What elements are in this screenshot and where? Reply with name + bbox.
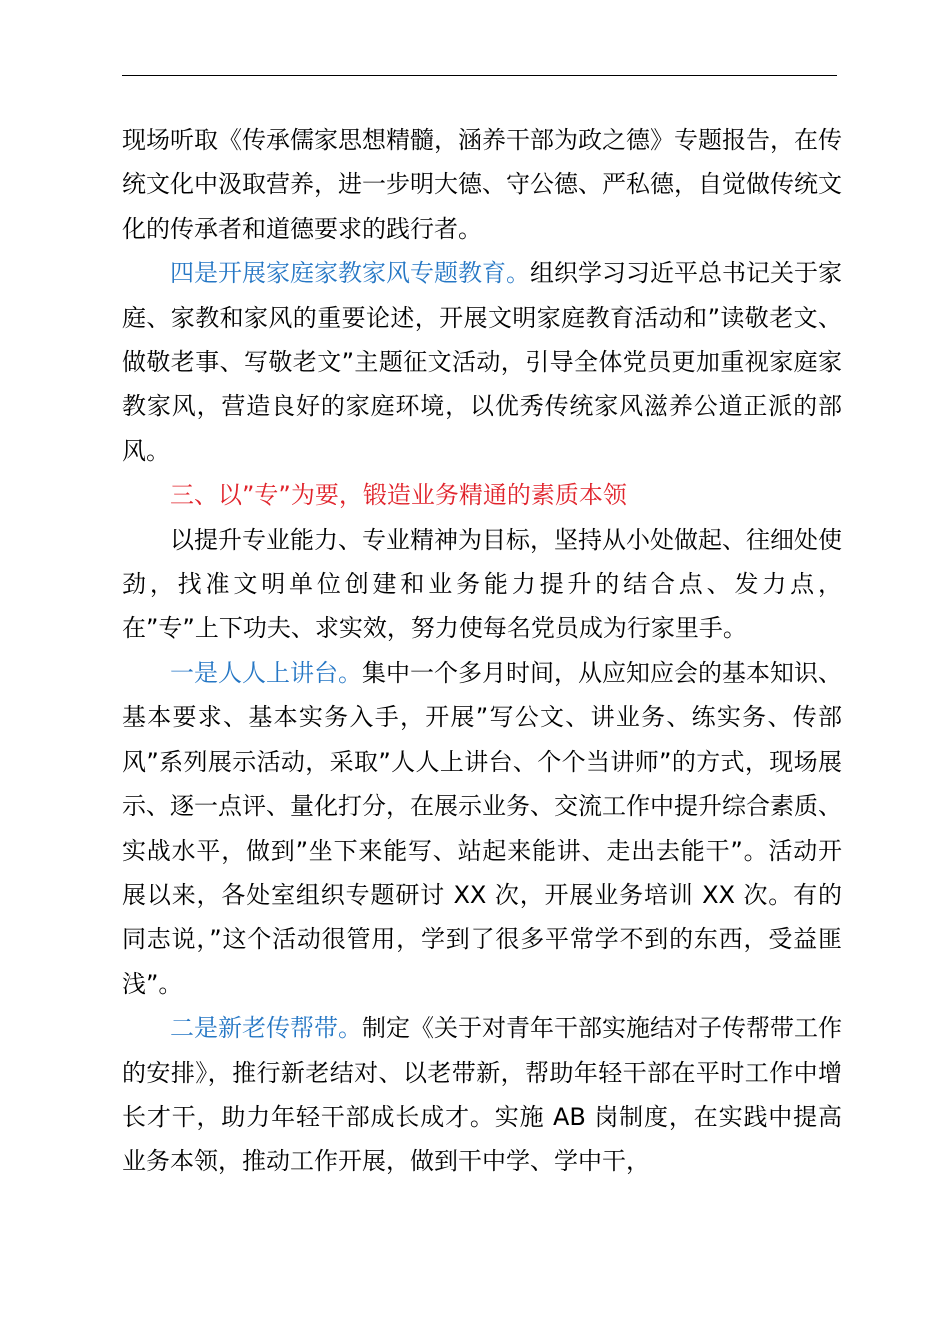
paragraph-text: 现场听取《传承儒家思想精髓，涵养干部为政之德》专题报告，在传统文化中汲取营养，进一步明大德、守公德、严私德，自觉做传统文化的传承者和道德要求的践行者。 [122, 126, 842, 243]
paragraph-mentoring [122, 1006, 842, 1184]
paragraph-text: 以提升专业能力、专业精神为目标，坚持从小处做起、往细处使劲，找准文明单位创建和业务能力提升的结合点、发力点，在”专”上下功夫、求实效，努力使每名党员成为行家里手。 [122, 525, 842, 643]
paragraph-text: 制定《关于对青年干部实施结对子传帮带工作的安排》，推行新老结对、以老带新，帮助年轻干部在平时工作中增长才干，助力年轻干部成长成才。实施 AB 岗制度，在实践中提高业务本领，推动工作开展，做到干中学、学中干， [122, 1014, 842, 1176]
subheading-family-education: 四是开展家庭家教家风专题教育。 [170, 259, 530, 288]
section-heading-3 [122, 473, 842, 517]
header-rule [122, 75, 837, 76]
section-title: 三、以”专”为要，锻造业务精通的素质本领 [170, 481, 627, 510]
subheading-podium: 一是人人上讲台。 [170, 658, 362, 687]
paragraph-podium [122, 651, 842, 1006]
subheading-mentoring: 二是新老传帮带。 [170, 1014, 362, 1043]
paragraph-continued [122, 118, 842, 251]
paragraph-family-education [122, 251, 842, 473]
document-body [122, 118, 842, 1184]
paragraph-section-intro [122, 518, 842, 651]
paragraph-text: 组织学习习近平总书记关于家庭、家教和家风的重要论述，开展文明家庭教育活动和”读敬老文、做敬老事、写敬老文”主题征文活动，引导全体党员更加重视家庭家教家风，营造良好的家庭环境，以优秀传统家风滋养公道正派的部风。 [122, 259, 842, 465]
paragraph-text: 集中一个多月时间，从应知应会的基本知识、基本要求、基本实务入手，开展”写公文、讲业务、练实务、传部风”系列展示活动，采取”人人上讲台、个个当讲师”的方式，现场展示、逐一点评、量化打分，在展示业务、交流工作中提升综合素质、实战水平，做到”坐下来能写、站起来能讲、走出去能干”。活动开展以来，各处室组织专题研讨 XX 次，开展业务培训 XX 次。有的同志说，”这个活动很管用，学到了很多平常学不到的东西，受益匪浅”。 [122, 658, 842, 998]
